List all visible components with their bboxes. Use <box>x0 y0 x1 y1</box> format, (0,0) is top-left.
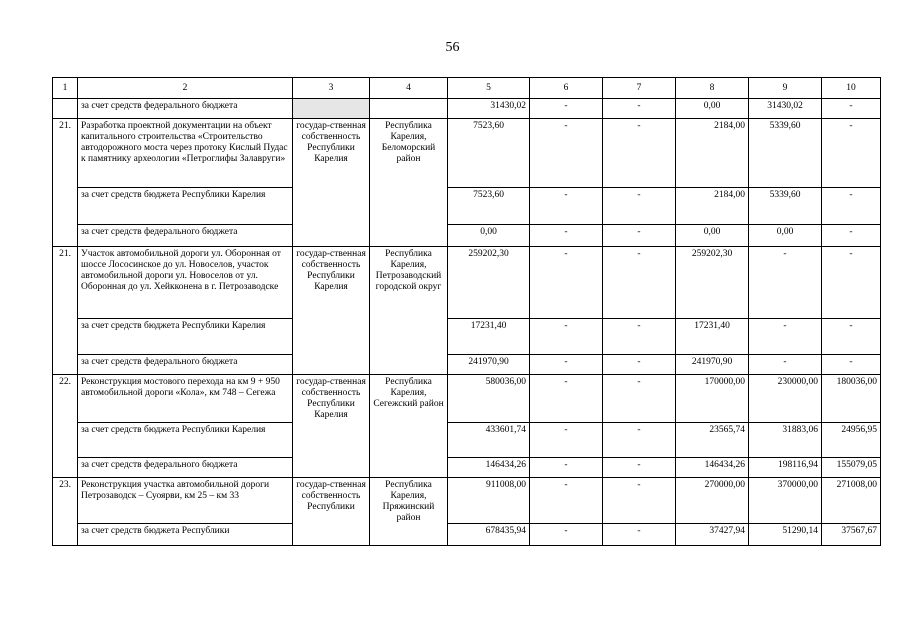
program-table <box>52 77 881 546</box>
value-cell: - <box>822 319 881 355</box>
funding-label: за счет средств федерального бюджета <box>78 355 293 375</box>
location-cell: Республика Карелия, Сегежский район <box>370 375 448 478</box>
header-cell: 3 <box>293 78 370 99</box>
value-cell: 146434,26 <box>448 458 530 478</box>
value-cell: - <box>603 458 676 478</box>
value-cell: - <box>603 188 676 225</box>
value-cell: 370000,00 <box>749 478 822 524</box>
header-cell: 7 <box>603 78 676 99</box>
location-cell <box>370 99 448 119</box>
value-cell: 17231,40 <box>448 319 530 355</box>
value-cell: - <box>749 247 822 319</box>
header-cell: 6 <box>530 78 603 99</box>
value-cell: 31883,06 <box>749 423 822 458</box>
value-cell: 241970,90 <box>448 355 530 375</box>
value-cell: 2184,00 <box>676 119 749 188</box>
value-cell: 678435,94 <box>448 524 530 546</box>
value-cell: - <box>822 119 881 188</box>
value-cell: 580036,00 <box>448 375 530 423</box>
value-cell: - <box>822 225 881 247</box>
page-number: 56 <box>445 40 460 55</box>
table-row <box>53 319 881 355</box>
value-cell: - <box>530 99 603 119</box>
funding-label: за счет средств бюджета Республики Карелия <box>78 423 293 458</box>
value-cell: - <box>603 524 676 546</box>
project-title: Реконструкция мостового перехода на км 9 + 950 автомобильной дороги «Кола», км 748 – Сегежа <box>78 375 293 423</box>
header-cell: 1 <box>53 78 78 99</box>
value-cell: 0,00 <box>448 225 530 247</box>
location-cell: Республика Карелия, Петрозаводский городской округ <box>370 247 448 375</box>
value-cell: - <box>603 355 676 375</box>
value-cell: 5339,60 <box>749 188 822 225</box>
table-row <box>53 524 881 546</box>
value-cell: 2184,00 <box>676 188 749 225</box>
value-cell: 259202,30 <box>676 247 749 319</box>
value-cell: - <box>530 188 603 225</box>
table-row <box>53 423 881 458</box>
table-row <box>53 119 881 188</box>
value-cell: - <box>603 247 676 319</box>
value-cell: - <box>530 524 603 546</box>
table-row <box>53 375 881 423</box>
value-cell: 31430,02 <box>448 99 530 119</box>
location-cell: Республика Карелия, Беломорский район <box>370 119 448 247</box>
project-title: Разработка проектной документации на объект капитального строительства «Строительство автодорожного моста через протоку Кислый Пудас к памятнику археологии «Петроглифы Залавруги» <box>78 119 293 188</box>
value-cell: - <box>530 355 603 375</box>
value-cell: - <box>822 99 881 119</box>
value-cell: - <box>603 119 676 188</box>
table-row <box>53 355 881 375</box>
header-cell: 9 <box>749 78 822 99</box>
value-cell: 155079,05 <box>822 458 881 478</box>
header-cell: 4 <box>370 78 448 99</box>
value-cell: 23565,74 <box>676 423 749 458</box>
value-cell: - <box>530 478 603 524</box>
row-number <box>53 99 78 119</box>
owner-cell: государ-ственная собственность Республики <box>293 478 370 546</box>
value-cell: 198116,94 <box>749 458 822 478</box>
value-cell: 259202,30 <box>448 247 530 319</box>
value-cell: 0,00 <box>676 99 749 119</box>
value-cell: - <box>530 319 603 355</box>
owner-cell: государ-ственная собственность Республики Карелия <box>293 375 370 478</box>
value-cell: 37567,67 <box>822 524 881 546</box>
table-row <box>53 188 881 225</box>
value-cell: - <box>822 247 881 319</box>
header-row <box>53 78 881 99</box>
value-cell: - <box>749 355 822 375</box>
value-cell: 7523,60 <box>448 119 530 188</box>
table-row <box>53 247 881 319</box>
row-number: 23. <box>53 478 78 546</box>
row-number: 21. <box>53 119 78 247</box>
value-cell: 911008,00 <box>448 478 530 524</box>
value-cell: - <box>603 319 676 355</box>
table-row <box>53 225 881 247</box>
header-cell: 2 <box>78 78 293 99</box>
value-cell: - <box>822 188 881 225</box>
value-cell: - <box>603 99 676 119</box>
location-cell: Республика Карелия, Пряжинский район <box>370 478 448 546</box>
row-number: 21. <box>53 247 78 375</box>
header-cell: 5 <box>448 78 530 99</box>
value-cell: 146434,26 <box>676 458 749 478</box>
value-cell: 17231,40 <box>676 319 749 355</box>
funding-label: за счет средств бюджета Республики <box>78 524 293 546</box>
funding-label: за счет средств федерального бюджета <box>78 458 293 478</box>
value-cell: - <box>822 355 881 375</box>
owner-cell <box>293 99 370 119</box>
funding-label: за счет средств федерального бюджета <box>78 225 293 247</box>
owner-cell: государ-ственная собственность Республики Карелия <box>293 119 370 247</box>
funding-label: за счет средств бюджета Республики Карелия <box>78 319 293 355</box>
header-cell: 8 <box>676 78 749 99</box>
value-cell: 271008,00 <box>822 478 881 524</box>
row-number: 22. <box>53 375 78 478</box>
header-cell: 10 <box>822 78 881 99</box>
funding-label: за счет средств федерального бюджета <box>78 99 293 119</box>
project-title: Участок автомобильной дороги ул. Оборонная от шоссе Лососинское до ул. Новоселов, участок автомобильной дороги ул. Новоселов от ул. Оборонная до ул. Хейкконена в г. Петрозаводске <box>78 247 293 319</box>
value-cell: - <box>530 458 603 478</box>
value-cell: 230000,00 <box>749 375 822 423</box>
value-cell: 37427,94 <box>676 524 749 546</box>
funding-label: за счет средств бюджета Республики Карелия <box>78 188 293 225</box>
value-cell: 180036,00 <box>822 375 881 423</box>
value-cell: 7523,60 <box>448 188 530 225</box>
table-row <box>53 478 881 524</box>
value-cell: 241970,90 <box>676 355 749 375</box>
value-cell: - <box>603 375 676 423</box>
value-cell: 0,00 <box>676 225 749 247</box>
table-row <box>53 99 881 119</box>
value-cell: 5339,60 <box>749 119 822 188</box>
value-cell: - <box>530 247 603 319</box>
value-cell: 0,00 <box>749 225 822 247</box>
value-cell: 170000,00 <box>676 375 749 423</box>
value-cell: 433601,74 <box>448 423 530 458</box>
value-cell: 51290,14 <box>749 524 822 546</box>
value-cell: 24956,95 <box>822 423 881 458</box>
value-cell: - <box>530 119 603 188</box>
value-cell: - <box>603 423 676 458</box>
owner-cell: государ-ственная собственность Республики Карелия <box>293 247 370 375</box>
value-cell: - <box>749 319 822 355</box>
table-row <box>53 458 881 478</box>
value-cell: - <box>530 225 603 247</box>
project-title: Реконструкция участка автомобильной дороги Петрозаводск – Суоярви, км 25 – км 33 <box>78 478 293 524</box>
value-cell: - <box>530 375 603 423</box>
value-cell: - <box>603 225 676 247</box>
value-cell: - <box>530 423 603 458</box>
value-cell: 270000,00 <box>676 478 749 524</box>
value-cell: 31430,02 <box>749 99 822 119</box>
value-cell: - <box>603 478 676 524</box>
